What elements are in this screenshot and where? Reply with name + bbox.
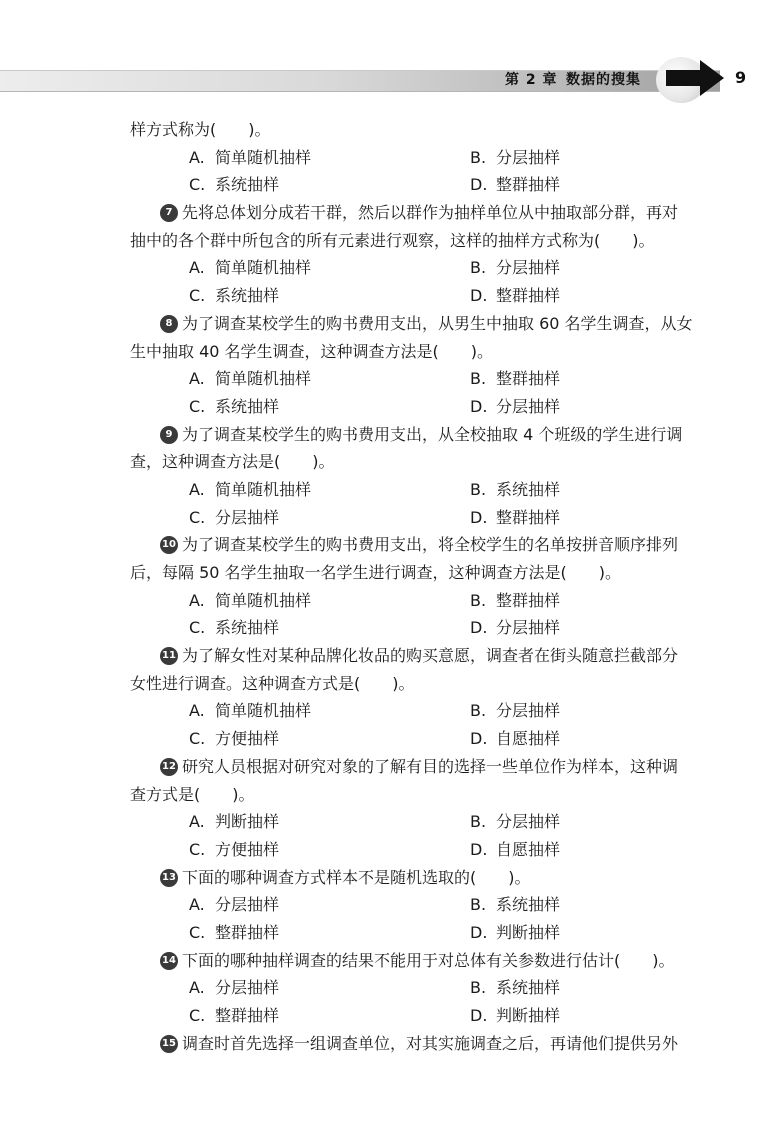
option-text: 判断抽样 xyxy=(496,1006,561,1025)
question-stem xyxy=(130,199,730,227)
option-text: 分层抽样 xyxy=(496,396,561,416)
option-text: 自愿抽样 xyxy=(496,839,561,859)
option-letter: A. xyxy=(189,895,205,915)
option-item xyxy=(189,282,279,310)
option-letter: C. xyxy=(189,839,206,859)
option-text: 方便抽样 xyxy=(215,729,280,749)
option-item xyxy=(470,365,560,393)
option-letter: A. xyxy=(189,258,205,278)
option-row xyxy=(130,587,730,615)
option-text: 系统抽样 xyxy=(496,479,561,499)
question-text-line: 女性进行调查。这种调查方式是( )。 xyxy=(130,673,415,693)
option-letter: C. xyxy=(189,507,206,527)
question-text: 为了调查某校学生的购书费用支出，从男生中抽取 60 名学生调查，从女 xyxy=(182,313,693,333)
option-row xyxy=(130,974,730,1002)
question-stem xyxy=(130,753,730,781)
option-item xyxy=(189,254,311,282)
option-letter: D. xyxy=(470,729,488,749)
option-letter: A. xyxy=(189,479,205,499)
page-number: 9 xyxy=(735,68,747,87)
option-letter: C. xyxy=(189,1006,206,1025)
option-row xyxy=(130,254,730,282)
option-letter: B. xyxy=(470,479,487,499)
option-letter: C. xyxy=(189,175,206,195)
option-item xyxy=(470,974,560,1002)
option-row xyxy=(130,504,730,532)
option-text: 简单随机抽样 xyxy=(215,479,312,499)
option-row xyxy=(130,919,730,947)
option-row xyxy=(130,891,730,919)
option-letter: B. xyxy=(470,978,487,998)
question-text: 下面的哪种抽样调查的结果不能用于对总体有关参数进行估计( )。 xyxy=(182,950,675,970)
question-text-line: 抽中的各个群中所包含的所有元素进行观察，这样的抽样方式称为( )。 xyxy=(130,230,655,250)
option-item xyxy=(470,144,560,172)
option-item xyxy=(189,587,311,615)
chapter-title: 数据的搜集 xyxy=(566,72,641,88)
option-row xyxy=(130,725,730,753)
question-q9 xyxy=(130,421,730,532)
question-q7 xyxy=(130,199,730,310)
option-letter: C. xyxy=(189,618,206,638)
option-text: 简单随机抽样 xyxy=(215,369,312,389)
option-text: 系统抽样 xyxy=(215,396,280,416)
option-text: 分层抽样 xyxy=(496,812,561,832)
question-stem xyxy=(130,310,730,338)
option-item xyxy=(189,144,311,172)
option-item xyxy=(189,725,279,753)
option-item xyxy=(470,891,560,919)
option-letter: D. xyxy=(470,1006,488,1025)
option-row xyxy=(130,393,730,421)
question-q11 xyxy=(130,642,730,753)
question-stem xyxy=(130,531,730,559)
option-item xyxy=(470,504,560,532)
option-item xyxy=(189,614,279,642)
question-number-badge: 10 xyxy=(160,536,178,554)
option-text: 系统抽样 xyxy=(496,978,561,998)
option-text: 自愿抽样 xyxy=(496,729,561,749)
question-text: 为了解女性对某种品牌化妆品的购买意愿，调查者在街头随意拦截部分 xyxy=(182,646,679,666)
option-row xyxy=(130,614,730,642)
option-text: 整群抽样 xyxy=(496,286,561,306)
option-item xyxy=(189,919,279,947)
option-text: 整群抽样 xyxy=(496,590,561,610)
option-item xyxy=(470,725,560,753)
option-item xyxy=(189,171,279,199)
option-row xyxy=(130,171,730,199)
option-item xyxy=(470,282,560,310)
option-item xyxy=(470,919,560,947)
option-text: 分层抽样 xyxy=(496,618,561,638)
question-number-badge: 11 xyxy=(160,647,178,665)
question-q12 xyxy=(130,753,730,864)
question-stem xyxy=(130,947,730,975)
option-item xyxy=(189,836,279,864)
question-text: 研究人员根据对研究对象的了解有目的选择一些单位作为样本，这种调 xyxy=(182,756,679,776)
option-item xyxy=(470,836,560,864)
option-letter: D. xyxy=(470,507,488,527)
option-item xyxy=(470,476,560,504)
option-letter: D. xyxy=(470,839,488,859)
question-number-badge: 13 xyxy=(160,869,178,887)
option-item xyxy=(189,476,311,504)
option-text: 系统抽样 xyxy=(215,175,280,195)
question-stem xyxy=(130,642,730,670)
question-number-badge: 14 xyxy=(160,952,178,970)
option-letter: B. xyxy=(470,895,487,915)
option-row xyxy=(130,1002,730,1030)
option-text: 分层抽样 xyxy=(496,258,561,278)
option-letter: C. xyxy=(189,729,206,749)
option-text: 整群抽样 xyxy=(496,507,561,527)
option-letter: D. xyxy=(470,922,488,942)
option-row xyxy=(130,476,730,504)
page-header xyxy=(0,0,778,110)
option-letter: C. xyxy=(189,922,206,942)
option-row xyxy=(130,282,730,310)
question-stem xyxy=(130,421,730,449)
option-letter: B. xyxy=(470,258,487,278)
question-text: 为了调查某校学生的购书费用支出，从全校抽取 4 个班级的学生进行调 xyxy=(182,424,683,444)
option-text: 系统抽样 xyxy=(496,895,561,915)
option-text: 分层抽样 xyxy=(215,507,280,527)
option-text: 分层抽样 xyxy=(496,701,561,721)
option-text: 系统抽样 xyxy=(215,286,280,306)
option-text: 简单随机抽样 xyxy=(215,701,312,721)
option-letter: D. xyxy=(470,175,488,195)
option-text: 系统抽样 xyxy=(215,618,280,638)
option-item xyxy=(470,697,560,725)
question-stem xyxy=(130,864,730,892)
question-q15 xyxy=(130,1030,730,1058)
option-item xyxy=(470,587,560,615)
option-letter: D. xyxy=(470,396,488,416)
question-q13 xyxy=(130,864,730,947)
question-list xyxy=(130,116,730,1057)
question-q14 xyxy=(130,947,730,1030)
question-text: 为了调查某校学生的购书费用支出，将全校学生的名单按拼音顺序排列 xyxy=(182,535,679,555)
question-number-badge: 12 xyxy=(160,758,178,776)
option-row xyxy=(130,836,730,864)
option-letter: C. xyxy=(189,286,206,306)
option-item xyxy=(189,1002,279,1030)
option-item xyxy=(470,808,560,836)
option-text: 整群抽样 xyxy=(215,922,280,942)
option-letter: B. xyxy=(470,369,487,389)
question-text-line: 查，这种调查方法是( )。 xyxy=(130,452,335,472)
question-text-line: 查方式是( )。 xyxy=(130,784,255,804)
arrow-right-icon xyxy=(666,58,726,98)
option-text: 整群抽样 xyxy=(496,175,561,195)
option-text: 整群抽样 xyxy=(496,369,561,389)
option-item xyxy=(189,974,279,1002)
question-text: 先将总体划分成若干群，然后以群作为抽样单位从中抽取部分群，再对 xyxy=(182,203,679,223)
option-text: 简单随机抽样 xyxy=(215,147,312,167)
question-q6 xyxy=(130,116,730,199)
option-text: 简单随机抽样 xyxy=(215,258,312,278)
option-item xyxy=(189,365,311,393)
option-text: 分层抽样 xyxy=(496,147,561,167)
chapter-label: 第 2 章 xyxy=(505,72,558,88)
option-letter: A. xyxy=(189,701,205,721)
option-item xyxy=(189,891,279,919)
option-text: 整群抽样 xyxy=(215,1006,280,1025)
option-letter: A. xyxy=(189,590,205,610)
option-text: 分层抽样 xyxy=(215,978,280,998)
option-letter: B. xyxy=(470,147,487,167)
option-letter: A. xyxy=(189,369,205,389)
option-row xyxy=(130,808,730,836)
option-item xyxy=(470,171,560,199)
question-q8 xyxy=(130,310,730,421)
option-text: 简单随机抽样 xyxy=(215,590,312,610)
option-row xyxy=(130,365,730,393)
question-text: 下面的哪种调查方式样本不是随机选取的( )。 xyxy=(182,867,531,887)
option-text: 分层抽样 xyxy=(215,895,280,915)
question-text-line: 后，每隔 50 名学生抽取一名学生进行调查，这种调查方法是( )。 xyxy=(130,563,622,582)
option-text: 方便抽样 xyxy=(215,839,280,859)
question-text-line: 样方式称为( )。 xyxy=(130,120,271,139)
option-item xyxy=(470,1002,560,1030)
question-text-line: 生中抽取 40 名学生调查，这种调查方法是( )。 xyxy=(130,341,494,361)
question-number-badge: 7 xyxy=(160,204,178,222)
option-item xyxy=(189,697,311,725)
option-letter: B. xyxy=(470,812,487,832)
option-letter: A. xyxy=(189,147,205,167)
question-text: 调查时首先选择一组调查单位，对其实施调查之后，再请他们提供另外 xyxy=(182,1033,679,1053)
option-letter: A. xyxy=(189,812,205,832)
option-item xyxy=(470,614,560,642)
option-letter: C. xyxy=(189,396,206,416)
option-text: 判断抽样 xyxy=(496,922,561,942)
option-row xyxy=(130,144,730,172)
question-number-badge: 15 xyxy=(160,1035,178,1053)
option-letter: A. xyxy=(189,978,205,998)
question-stem xyxy=(130,1030,730,1058)
option-item xyxy=(189,504,279,532)
option-letter: B. xyxy=(470,590,487,610)
question-number-badge: 8 xyxy=(160,315,178,333)
option-item xyxy=(189,393,279,421)
option-text: 判断抽样 xyxy=(215,812,280,832)
question-number-badge: 9 xyxy=(160,426,178,444)
option-letter: B. xyxy=(470,701,487,721)
option-item xyxy=(470,254,560,282)
option-letter: D. xyxy=(470,286,488,306)
option-item xyxy=(189,808,279,836)
question-q10 xyxy=(130,531,730,642)
option-row xyxy=(130,697,730,725)
option-letter: D. xyxy=(470,618,488,638)
option-item xyxy=(470,393,560,421)
